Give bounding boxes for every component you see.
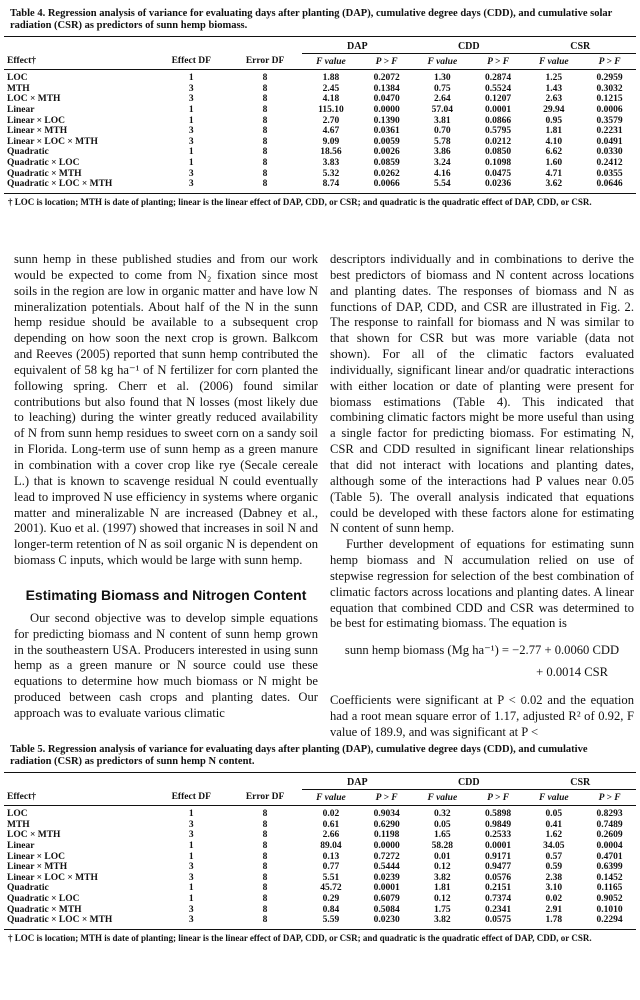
value-cell: 8	[262, 73, 268, 84]
left-text-column	[14, 252, 318, 722]
group-header-csr: CSR	[525, 773, 637, 789]
body-paragraph: Further development of equations for estimating sunn hemp biomass and N accumulation relied on use of stepwise regression for selection of the best combination of climatic factors across locations and planting dates. A linear equation that combined CDD and CSR was determined to be best for estimating biomass. The equation is	[330, 537, 634, 631]
column-header: Error DF	[229, 53, 302, 70]
value-cell: 1	[188, 104, 194, 115]
table-5-caption: Table 5. Regression analysis of variance for evaluating days after planting (DAP), cumulative degree days (CDD), and cumulative radiation (CSR) as predictors of sunn hemp N content.	[4, 742, 636, 773]
value-cell: 1	[188, 851, 194, 862]
value-cell: 8	[262, 830, 268, 841]
value-cell: 0.0355	[596, 168, 623, 179]
value-cell: 3	[188, 819, 194, 830]
value-cell: 8	[229, 915, 302, 929]
column-header: P > F	[360, 53, 413, 70]
value-cell: 8	[262, 83, 268, 94]
column-header: F value	[302, 53, 361, 70]
column-header: Effect DF	[154, 53, 229, 70]
value-cell: 1	[188, 73, 194, 84]
effect-cell: Linear × LOC	[7, 115, 66, 126]
value-cell: 0.0059	[373, 136, 400, 147]
value-cell: 29.94	[543, 104, 565, 115]
effect-cell: LOC	[7, 73, 28, 84]
value-cell: 34.05	[543, 840, 565, 851]
value-cell: 0.2412	[596, 157, 623, 168]
value-cell: 8	[262, 872, 268, 883]
value-cell: 0.0066	[360, 179, 413, 193]
value-cell: 1.81	[434, 883, 451, 894]
value-cell: 1.30	[434, 73, 451, 84]
value-cell: 1.78	[525, 915, 584, 929]
column-header: P > F	[583, 53, 636, 70]
value-cell: 6.62	[545, 147, 563, 158]
value-cell: 0.0475	[485, 168, 512, 179]
effect-cell: Linear	[7, 104, 35, 115]
equation-line-2: + 0.0014 CSR	[536, 665, 608, 680]
group-spacer	[229, 773, 302, 789]
value-cell: 0.0646	[583, 179, 636, 193]
table-row	[4, 94, 636, 105]
value-cell: 3.24	[434, 157, 451, 168]
value-cell: 8	[262, 862, 268, 873]
table-5-grid	[4, 773, 636, 930]
column-header: F value	[525, 789, 584, 806]
value-cell: 4.18	[322, 94, 340, 105]
value-cell: 0.41	[545, 819, 563, 830]
value-cell: 3.86	[434, 147, 451, 158]
effect-cell: Quadratic × LOC × MTH	[4, 915, 154, 929]
value-cell: 0.2533	[485, 830, 512, 841]
value-cell: 0.2341	[485, 904, 512, 915]
value-cell: 8	[262, 893, 268, 904]
value-cell: 0.70	[434, 126, 451, 137]
value-cell: 1.43	[545, 83, 563, 94]
table-4	[4, 6, 636, 211]
value-cell: 0.0004	[596, 840, 623, 851]
table-row	[4, 883, 636, 894]
column-header: F value	[413, 53, 472, 70]
table-4-column-header-row	[4, 53, 636, 70]
value-cell: 3	[188, 830, 194, 841]
value-cell: 0.0491	[596, 136, 623, 147]
table-row	[4, 862, 636, 873]
value-cell: 115.10	[318, 104, 344, 115]
table-row	[4, 830, 636, 841]
value-cell: 8.74	[302, 179, 361, 193]
table-row	[4, 105, 636, 116]
effect-cell: Linear × MTH	[7, 862, 68, 873]
value-cell: 0.2072	[373, 73, 400, 84]
value-cell: 1	[188, 147, 194, 158]
value-cell: 5.78	[434, 136, 451, 147]
value-cell: 0.5524	[485, 83, 512, 94]
value-cell: 2.38	[545, 872, 563, 883]
table-row	[4, 126, 636, 137]
value-cell: 0.12	[434, 862, 451, 873]
body-paragraph: Coefficients were significant at P < 0.02 and the equation had a root mean square error of 1.17, adjusted R² of 0.92, F value of 189.9, and was significant at P <	[330, 693, 634, 739]
value-cell: 3.83	[322, 157, 340, 168]
value-cell: 3.82	[434, 872, 451, 883]
value-cell: 0.6079	[373, 893, 400, 904]
value-cell: 4.16	[434, 168, 451, 179]
value-cell: 0.0026	[373, 147, 400, 158]
column-header: F value	[525, 53, 584, 70]
value-cell: 8	[262, 94, 268, 105]
group-spacer	[4, 37, 154, 53]
group-spacer	[4, 773, 154, 789]
value-cell: 0.77	[322, 862, 340, 873]
value-cell: 18.56	[320, 147, 342, 158]
value-cell: 0.5444	[373, 862, 400, 873]
column-header: Effect†	[4, 53, 154, 70]
value-cell: 2.70	[322, 115, 340, 126]
value-cell: 0.0859	[373, 157, 400, 168]
value-cell: 0.3579	[596, 115, 623, 126]
value-cell: 8	[262, 136, 268, 147]
value-cell: 0.2959	[596, 73, 623, 84]
column-header: Effect DF	[154, 789, 229, 806]
group-spacer	[154, 773, 229, 789]
table-4-group-header-row	[4, 37, 636, 53]
effect-cell: MTH	[7, 819, 30, 830]
effect-cell: Quadratic	[7, 883, 49, 894]
value-cell: 0.5898	[485, 809, 512, 820]
value-cell: 0.7489	[596, 819, 623, 830]
value-cell: 8	[262, 851, 268, 862]
value-cell: 0.9477	[485, 862, 512, 873]
effect-cell: Quadratic × LOC	[7, 157, 80, 168]
value-cell: 0.1165	[596, 883, 623, 894]
group-header-dap: DAP	[302, 773, 413, 789]
value-cell: 5.59	[302, 915, 361, 929]
value-cell: 0.7272	[373, 851, 400, 862]
effect-cell: LOC × MTH	[7, 830, 61, 841]
value-cell: 0.6290	[373, 819, 400, 830]
value-cell: 0.9171	[485, 851, 512, 862]
table-row	[4, 905, 636, 916]
group-header-cdd: CDD	[413, 37, 524, 53]
table-row	[4, 116, 636, 127]
value-cell: 0.9849	[485, 819, 512, 830]
value-cell: 8	[262, 883, 268, 894]
value-cell: 0.05	[545, 809, 563, 820]
value-cell: 1	[188, 883, 194, 894]
value-cell: 0.0230	[360, 915, 413, 929]
table-row	[4, 841, 636, 852]
value-cell: 8	[262, 840, 268, 851]
value-cell: 5.51	[322, 872, 340, 883]
group-header-csr: CSR	[525, 37, 637, 53]
value-cell: 0.1198	[373, 830, 400, 841]
table-row	[4, 158, 636, 169]
effect-cell: Quadratic × MTH	[7, 904, 82, 915]
table-5	[4, 742, 636, 947]
value-cell: 0.7374	[485, 893, 512, 904]
value-cell: 0.75	[434, 83, 451, 94]
effect-cell: Linear × LOC × MTH	[7, 136, 98, 147]
value-cell: 1	[188, 840, 194, 851]
table-row	[4, 147, 636, 158]
table-row	[4, 70, 636, 84]
table-row	[4, 873, 636, 884]
table-4-footnote: † LOC is location; MTH is date of planting; linear is the linear effect of DAP, CDD, or CSR; and quadratic is the quadratic effect of DAP, CDD, or CSR.	[8, 196, 592, 207]
effect-cell: Quadratic × LOC	[7, 893, 80, 904]
column-header: Error DF	[229, 789, 302, 806]
value-cell: 0.95	[545, 115, 563, 126]
effect-cell: Linear	[7, 840, 35, 851]
effect-cell: Linear × LOC	[7, 851, 66, 862]
value-cell: 0.61	[322, 819, 340, 830]
column-header: P > F	[472, 53, 525, 70]
value-cell: 0.0330	[596, 147, 623, 158]
value-cell: 3	[188, 94, 194, 105]
value-cell: 0.0000	[373, 104, 400, 115]
value-cell: 1.60	[545, 157, 563, 168]
effect-cell: Quadratic × MTH	[7, 168, 82, 179]
value-cell: 3.10	[545, 883, 563, 894]
value-cell: 0.0575	[472, 915, 525, 929]
table-row	[4, 179, 636, 193]
value-cell: 0.0000	[373, 840, 400, 851]
table-row	[4, 137, 636, 148]
value-cell: 1.88	[322, 73, 340, 84]
table-row	[4, 915, 636, 929]
value-cell: 1.25	[545, 73, 563, 84]
value-cell: 9.09	[322, 136, 340, 147]
value-cell: 1.75	[434, 904, 451, 915]
column-header: P > F	[472, 789, 525, 806]
value-cell: 0.0236	[472, 179, 525, 193]
value-cell: 1.81	[545, 126, 563, 137]
effect-cell: Quadratic	[7, 147, 49, 158]
value-cell: 0.01	[434, 851, 451, 862]
equation-line-1: sunn hemp biomass (Mg ha⁻¹) = −2.77 + 0.0060 CDD	[344, 643, 620, 658]
effect-cell: LOC	[7, 809, 28, 820]
value-cell: 8	[262, 115, 268, 126]
value-cell: 3	[188, 872, 194, 883]
value-cell: 0.8293	[596, 809, 623, 820]
value-cell: 0.13	[322, 851, 340, 862]
value-cell: 1	[188, 115, 194, 126]
value-cell: 8	[262, 126, 268, 137]
value-cell: 58.28	[431, 840, 454, 851]
value-cell: 2.63	[545, 94, 563, 105]
value-cell: 3	[188, 136, 194, 147]
value-cell: 1.62	[545, 830, 563, 841]
value-cell: 0.0262	[373, 168, 400, 179]
value-cell: 0.0576	[485, 872, 512, 883]
effect-cell: Linear × MTH	[7, 126, 68, 137]
value-cell: 0.0239	[373, 872, 400, 883]
value-cell: 8	[262, 809, 268, 820]
value-cell: 0.4701	[596, 851, 623, 862]
column-header: P > F	[583, 789, 636, 806]
value-cell: 0.2874	[485, 73, 512, 84]
value-cell: 8	[262, 168, 268, 179]
value-cell: 0.1215	[596, 94, 623, 105]
body-paragraph: descriptors individually and in combinations to derive the best predictors of biomass and N content across locations and planting dates. The responses of biomass and N as functions of DAP, CDD, and CSR are illustrated in Fig. 2. The response to rainfall for biomass and N was similar to that shown for CSR but was more variable (data not shown). For all of the climatic factors evaluated individually, significant linear and/or quadratic interactions with either location or date of planting were present for biomass estimations (Table 4). This indicated that combining climatic factors might be more useful than using a single factor for predicting biomass. For estimating N, CSR and CDD resulted in significant linear relationships that did not interact with locations and planting dates, although some of the interactions had P values near 0.05 (Table 5). The overall analysis indicated that equations could be developed with these factors alone for estimating N content of sunn hemp.	[330, 252, 634, 536]
table-row	[4, 84, 636, 95]
value-cell: 0.1207	[485, 94, 512, 105]
value-cell: 3	[154, 179, 229, 193]
value-cell: 4.10	[545, 136, 563, 147]
table-5-footnote: † LOC is location; MTH is date of planting; linear is the linear effect of DAP, CDD, or CSR; and quadratic is the quadratic effect of DAP, CDD, or CSR.	[8, 932, 592, 943]
value-cell: 4.67	[322, 126, 340, 137]
value-cell: 0.0470	[373, 94, 400, 105]
value-cell: 0.2231	[596, 126, 623, 137]
section-heading: Estimating Biomass and Nitrogen Content	[25, 586, 307, 603]
value-cell: 0.9034	[373, 809, 400, 820]
value-cell: 0.0001	[373, 883, 400, 894]
value-cell: 0.0001	[485, 840, 512, 851]
value-cell: 0.32	[434, 809, 451, 820]
group-header-dap: DAP	[302, 37, 413, 53]
value-cell: 1.65	[434, 830, 451, 841]
value-cell: 8	[262, 819, 268, 830]
effect-cell: Linear × LOC × MTH	[7, 872, 98, 883]
column-header: Effect†	[4, 789, 154, 806]
value-cell: 3	[188, 168, 194, 179]
value-cell: 0.1010	[596, 904, 623, 915]
value-cell: 2.64	[434, 94, 451, 105]
column-header: F value	[413, 789, 472, 806]
group-header-cdd: CDD	[413, 773, 524, 789]
value-cell: 2.91	[545, 904, 563, 915]
value-cell: 3	[188, 126, 194, 137]
value-cell: 89.04	[320, 840, 342, 851]
table-5-body	[4, 806, 636, 930]
value-cell: 0.0001	[485, 104, 512, 115]
table-4-grid	[4, 37, 636, 194]
value-cell: 0.0866	[485, 115, 512, 126]
value-cell: 3.82	[413, 915, 472, 929]
value-cell: 0.59	[545, 862, 563, 873]
value-cell: 0.1390	[373, 115, 400, 126]
value-cell: 0.2294	[583, 915, 636, 929]
table-row	[4, 894, 636, 905]
body-paragraph: Our second objective was to develop simple equations for predicting biomass and N content of sunn hemp grown in the southeastern USA. Producers interested in using sunn hemp as a green manure or N source could use these equations to determine how much biomass or N might be produced between cash crops and planting dates. Our approach was to evaluate various climatic	[14, 610, 318, 720]
table-row	[4, 169, 636, 180]
table-4-body	[4, 70, 636, 194]
value-cell: 8	[262, 104, 268, 115]
table-5-column-header-row	[4, 789, 636, 806]
value-cell: 2.66	[322, 830, 340, 841]
value-cell: 0.1452	[596, 872, 623, 883]
body-paragraph: sunn hemp in these published studies and from our work would be expected to come from N₂ fixation since most soils in the region are low in organic matter and have low N mineralization potentials. About half of the N in the sunn hemp residue should be available to a subsequent crop depending on how soon the next crop is grown. Balkcom and Reeves (2005) reported that sunn hemp contributed the equivalent of 58 kg ha⁻¹ of N fertilizer for corn planted the following spring. Cherr et al. (2006) found similar contributions but also found that N losses (most likely due to leaching) during the winter greatly reduced availability of N from sunn hemp residues to sweet corn on a sandy soil in Florida. Long-term use of sunn hemp as a green manure in combination with a cover crop like rye (Secale cereale L.) that is known to scavenge residual N could eventually lead to improved N use efficiency in systems where organic matter and mineralizable N are increased (Dabney et al., 2001). Kuo et al. (1997) showed that increases in soil N and longer-term retention of N as soil organic N is dependent on biomass C inputs, which would be large with sunn hemp.	[14, 252, 318, 568]
value-cell: 0.5795	[485, 126, 512, 137]
column-header: F value	[302, 789, 361, 806]
value-cell: 3	[188, 862, 194, 873]
value-cell: 4.71	[545, 168, 563, 179]
value-cell: 1	[188, 809, 194, 820]
value-cell: 0.84	[322, 904, 340, 915]
value-cell: 8	[262, 904, 268, 915]
value-cell: 57.04	[431, 104, 454, 115]
value-cell: 0.12	[434, 893, 451, 904]
value-cell: 3	[188, 83, 194, 94]
table-row	[4, 806, 636, 820]
value-cell: 0.29	[322, 893, 340, 904]
value-cell: 0.0361	[373, 126, 400, 137]
value-cell: 0.6399	[596, 862, 623, 873]
value-cell: 0.57	[545, 851, 563, 862]
value-cell: 0.3032	[596, 83, 623, 94]
value-cell: 3	[154, 915, 229, 929]
value-cell: 8	[229, 179, 302, 193]
value-cell: 0.1098	[485, 157, 512, 168]
table-row	[4, 852, 636, 863]
right-text-column	[330, 252, 634, 741]
table-4-caption: Table 4. Regression analysis of variance for evaluating days after planting (DAP), cumulative degree days (CDD), and cumulative solar radiation (CSR) as predictors of sunn hemp biomass.	[4, 6, 636, 37]
value-cell: 5.54	[413, 179, 472, 193]
effect-cell: Quadratic × LOC × MTH	[4, 179, 154, 193]
table-5-group-header-row	[4, 773, 636, 789]
effect-cell: MTH	[7, 83, 30, 94]
effect-cell: LOC × MTH	[7, 94, 61, 105]
group-spacer	[229, 37, 302, 53]
value-cell: 0.9052	[596, 893, 623, 904]
value-cell: 8	[262, 147, 268, 158]
value-cell: 3.81	[434, 115, 451, 126]
value-cell: 0.02	[322, 809, 340, 820]
value-cell: 3.62	[525, 179, 584, 193]
value-cell: 0.5084	[373, 904, 400, 915]
value-cell: 0.0006	[596, 104, 623, 115]
group-spacer	[154, 37, 229, 53]
value-cell: 0.05	[434, 819, 451, 830]
value-cell: 5.32	[322, 168, 340, 179]
value-cell: 0.1384	[373, 83, 400, 94]
value-cell: 8	[262, 157, 268, 168]
value-cell: 0.0850	[485, 147, 512, 158]
value-cell: 45.72	[320, 883, 342, 894]
value-cell: 0.2609	[596, 830, 623, 841]
value-cell: 0.2151	[485, 883, 512, 894]
value-cell: 0.02	[545, 893, 563, 904]
column-header: P > F	[360, 789, 413, 806]
value-cell: 2.45	[322, 83, 340, 94]
value-cell: 1	[188, 893, 194, 904]
value-cell: 1	[188, 157, 194, 168]
table-row	[4, 820, 636, 831]
value-cell: 0.0212	[485, 136, 512, 147]
value-cell: 3	[188, 904, 194, 915]
